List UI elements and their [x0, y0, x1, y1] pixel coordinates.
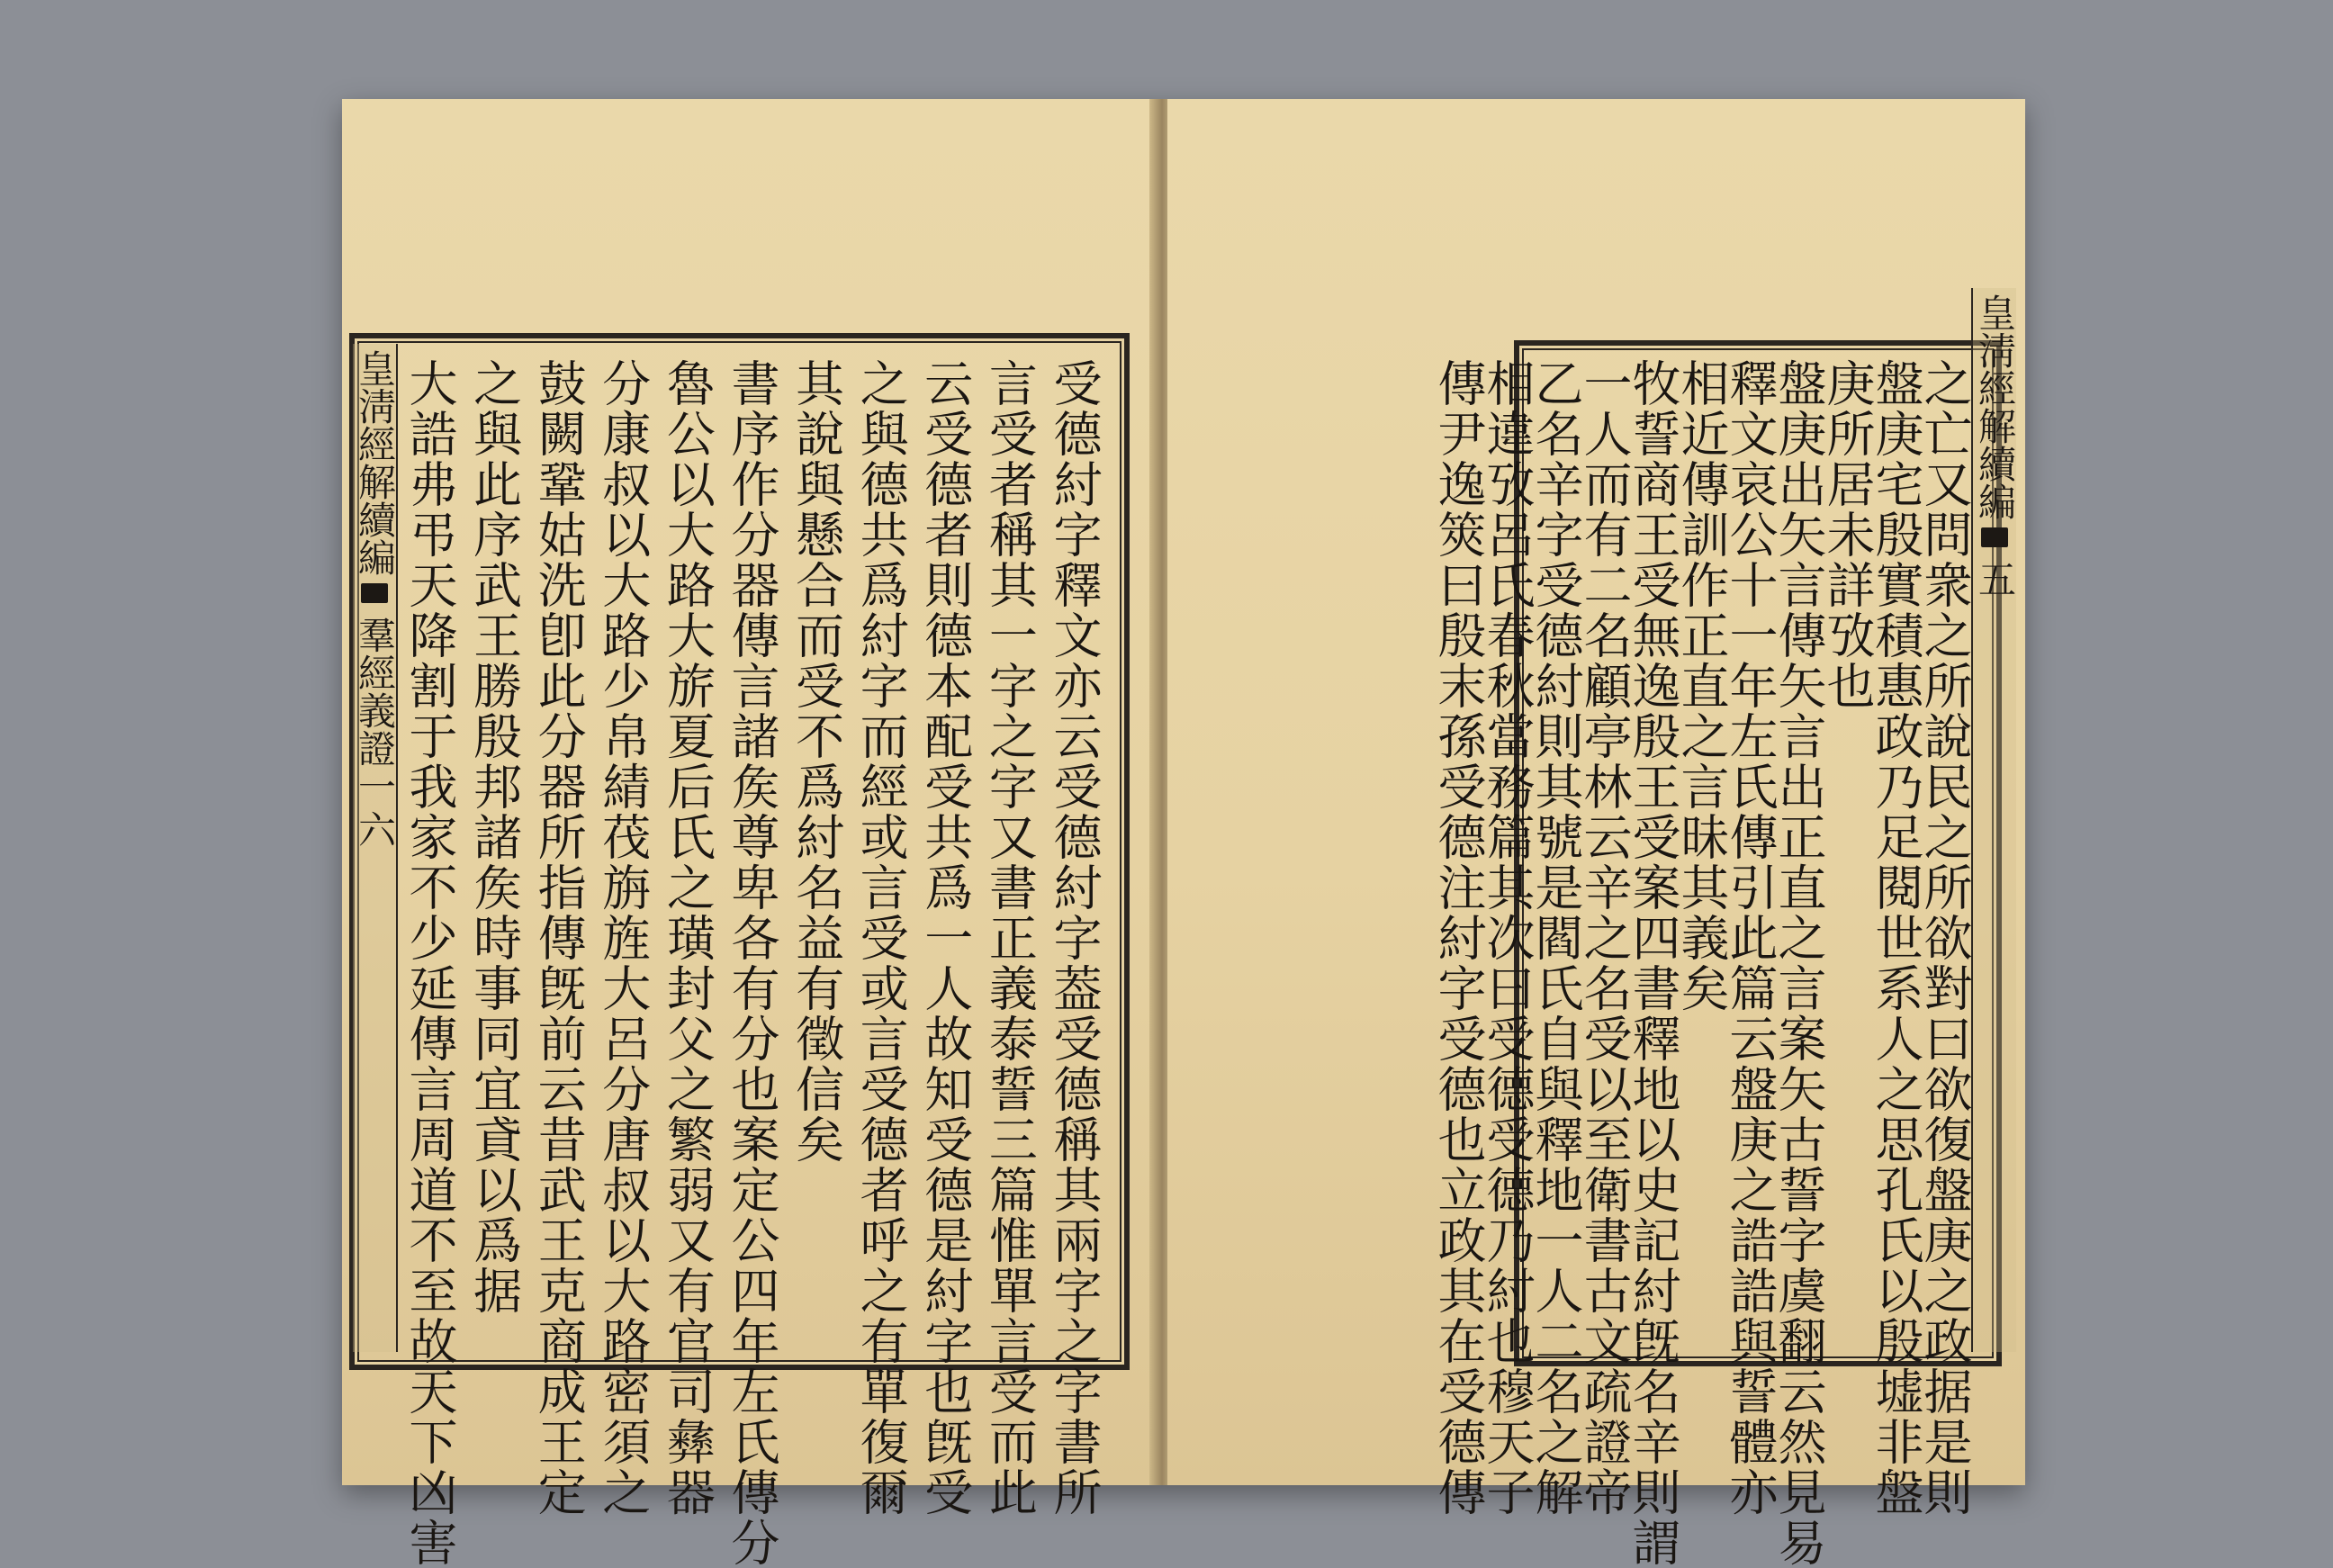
right-page-text	[1430, 358, 1973, 1568]
right-page-margin	[1971, 288, 2016, 1352]
left-margin-subtitle: 羣經義證一	[353, 616, 397, 805]
text-column: 牧誓商王受無逸殷王受案四書釋地以史記紂旣名辛則謂	[1625, 358, 1681, 1568]
text-column: 之與德共爲紂字而經或言受或言受德者呼之有單復爾	[852, 358, 910, 1518]
fishtail-marker	[361, 583, 388, 603]
text-column: 一人而有二名顧亭林云辛之名受以至衛書古文疏證帝	[1576, 358, 1633, 1518]
text-column: 相近傳訓作正直之言昧其義矣	[1673, 358, 1730, 1014]
left-page-text	[401, 358, 1103, 1568]
left-folio-number: 六	[353, 810, 397, 848]
left-page-margin	[353, 344, 398, 1352]
text-column: 盤庚出矢言傳矢言出正直之言案矢古誓字虞翻云然見易	[1770, 358, 1827, 1568]
left-page	[342, 99, 1157, 1568]
text-column: 鼓闕鞏姑洗卽此分器所指傳旣前云昔武王克商成王定	[530, 358, 588, 1518]
fishtail-marker	[1981, 527, 2008, 547]
text-column: 魯公以大路大旂夏后氏之璜封父之繁弱又有官司彝器	[659, 358, 716, 1518]
right-folio-number: 五	[1973, 560, 2017, 598]
text-column: 受德紂字釋文亦云受德紂字葢受德稱其兩字之字書所	[1045, 358, 1103, 1518]
text-column: 其說與懸合而受不爲紂名益有徵信矣	[788, 358, 845, 1165]
text-column: 傳尹逸筴曰殷末孫受德注紂字受德也立政其在受德傳	[1430, 358, 1487, 1518]
text-column: 釋文哀公十一年左氏傳引此篇云盤庚之誥誥與誓體亦	[1722, 358, 1779, 1518]
text-column: 庚所居未詳攷也	[1819, 358, 1876, 711]
open-book	[342, 99, 2025, 1568]
text-column: 之亡又問衆之所說民之所欲對曰欲復盤庚之政据是則	[1916, 358, 1973, 1518]
text-column: 云受德者則德本配受共爲一人故知受德是紂字也旣受	[916, 358, 974, 1518]
right-margin-title: 皇淸經解續編	[1973, 293, 2017, 520]
text-column: 大誥弗弔天降割于我家不少延傳言周道不至故天下凶害	[401, 358, 458, 1568]
text-column: 乙名辛字受德紂則其號是閻氏自與釋地一人二名之解	[1527, 358, 1584, 1518]
text-column: 分康叔以大路少帛綪茷旃旌大呂分唐叔以大路密須之	[594, 358, 652, 1518]
text-column: 之與此序武王勝殷邦諸矦時事同宜貣以爲据	[465, 358, 523, 1316]
left-margin-title: 皇淸經解續編	[353, 349, 397, 576]
text-column: 書序作分器傳言諸矦尊卑各有分也案定公四年左氏傳分	[723, 358, 780, 1568]
text-column: 盤庚宅殷實積惠政乃足閱世系人之思孔氏以殷墟非盤	[1868, 358, 1924, 1518]
right-page	[1167, 99, 2025, 1568]
text-column: 言受者稱其一字之字又書正義泰誓三篇惟單言受而此	[981, 358, 1039, 1518]
text-column: 相違攷呂氏春秋當務篇其次曰受德受德乃紂也穆天子	[1479, 358, 1536, 1518]
